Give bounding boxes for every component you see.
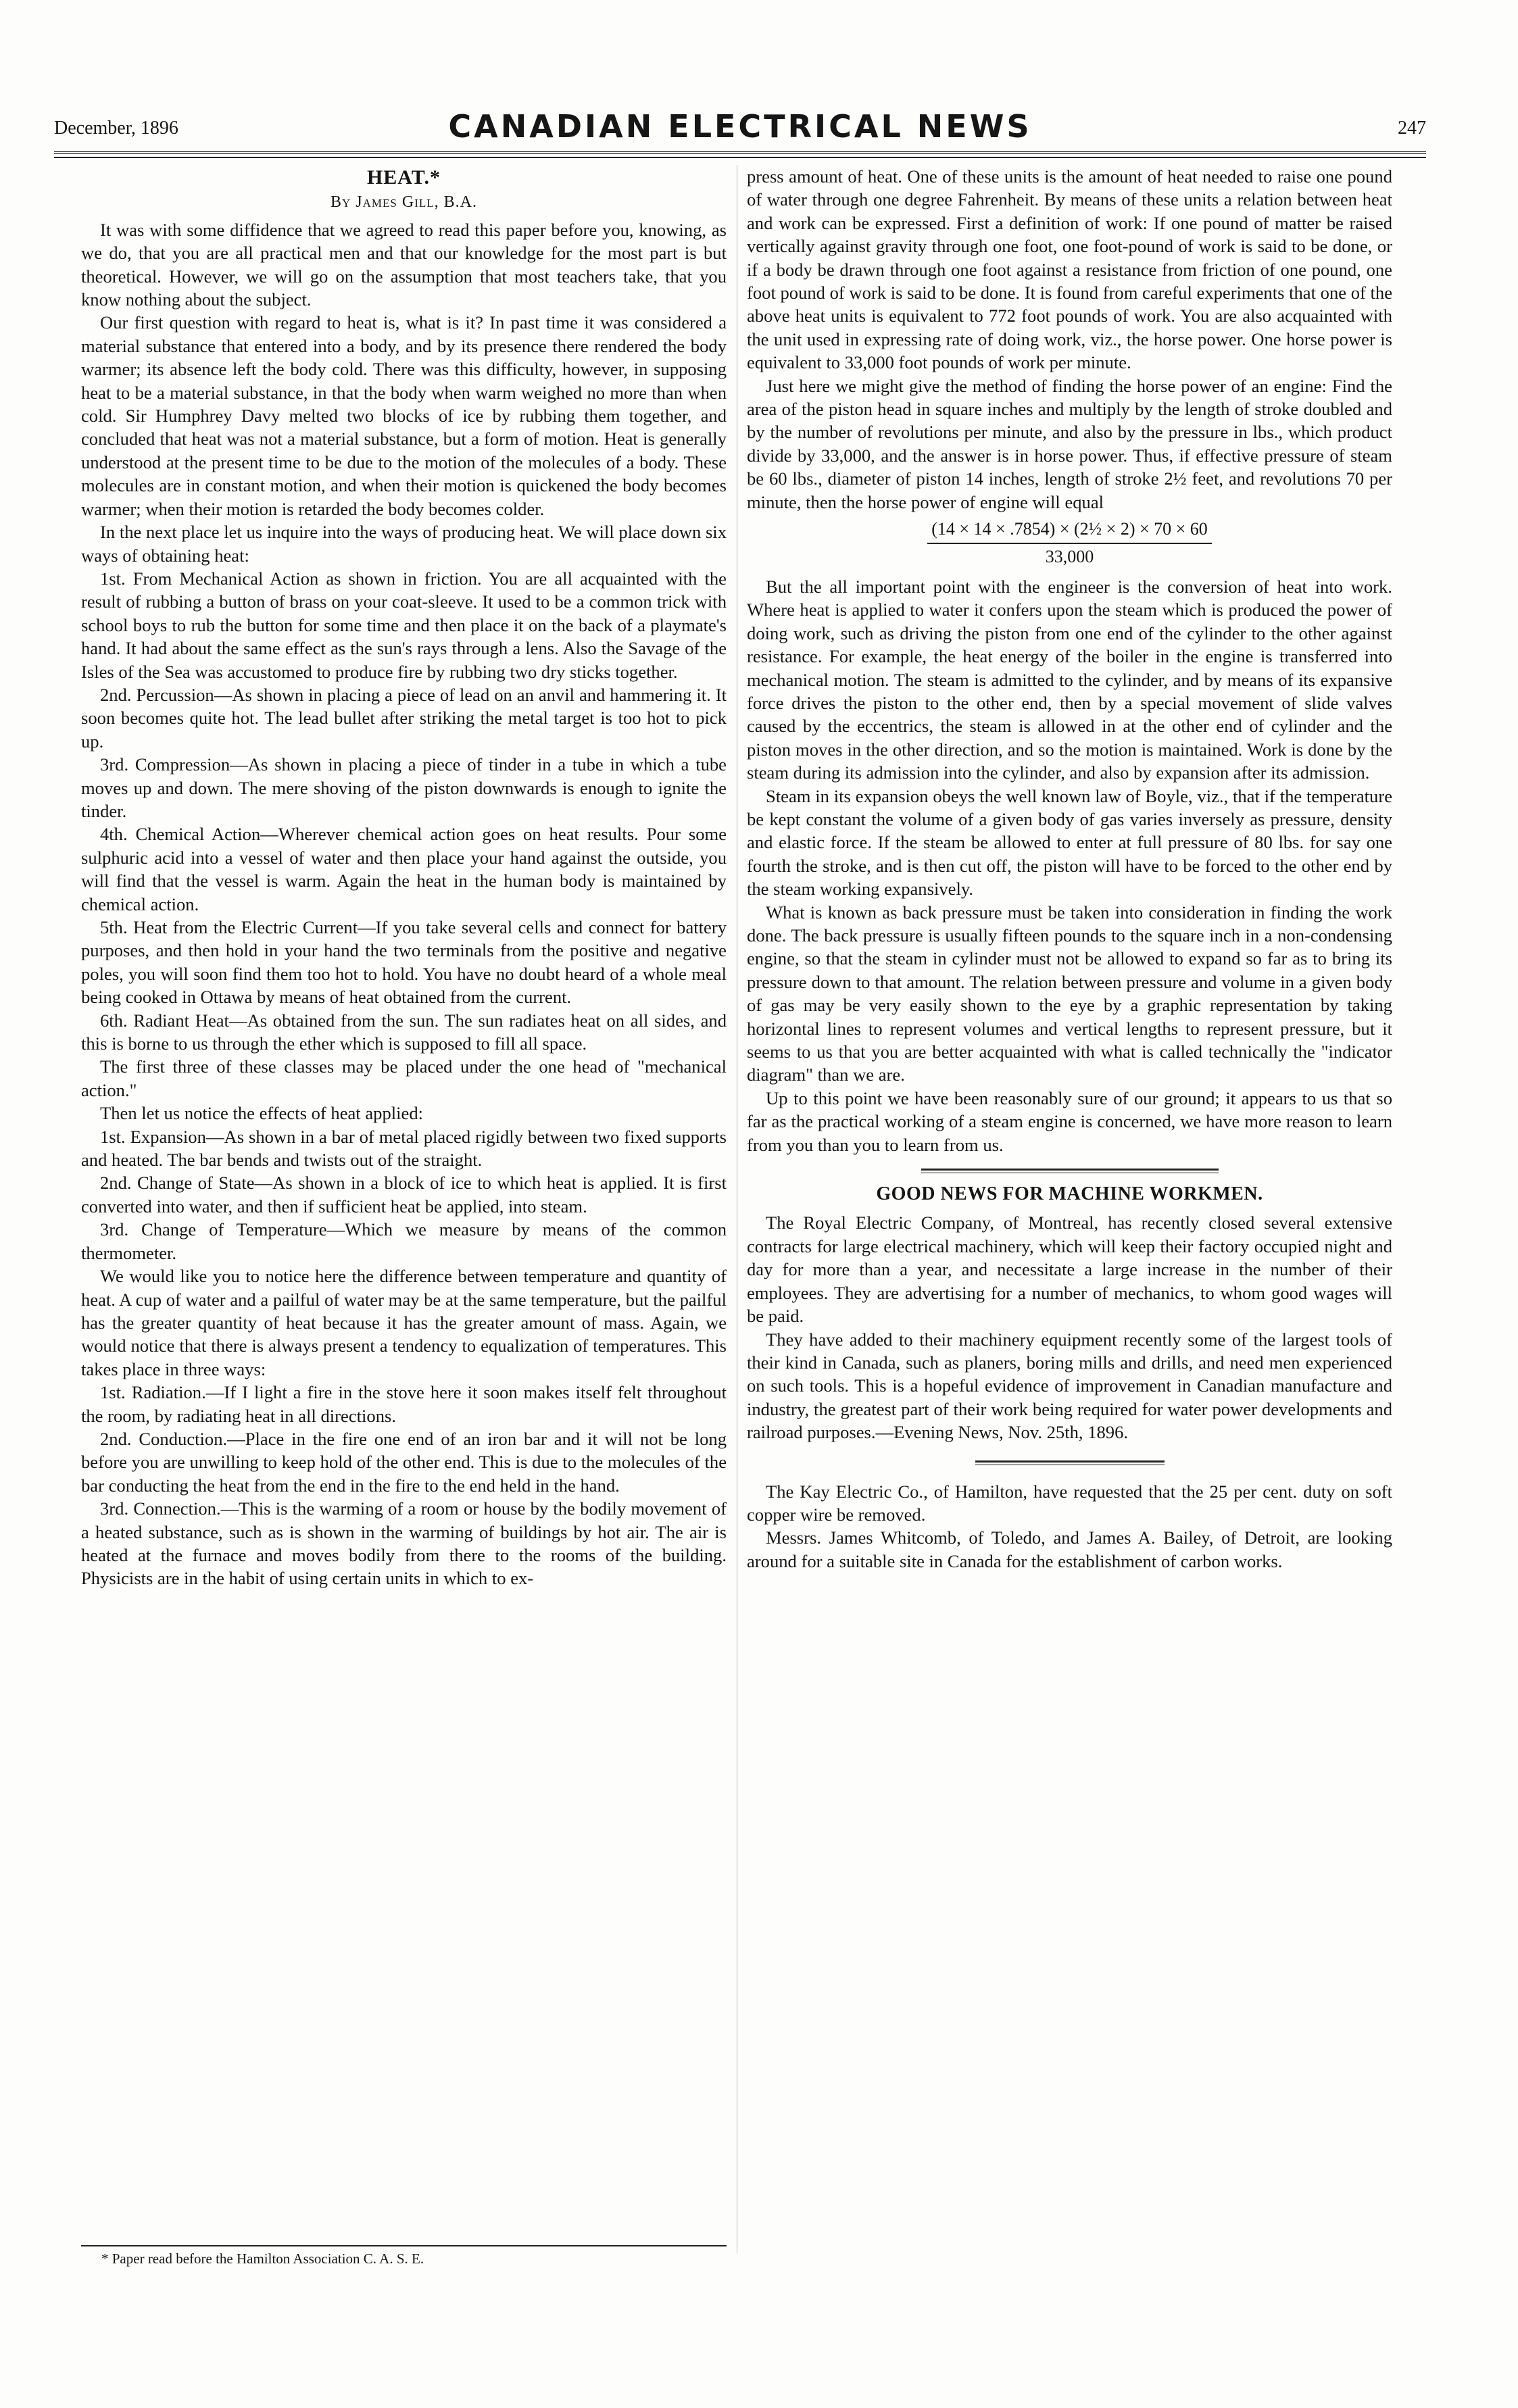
formula-numerator: (14 × 14 × .7854) × (2½ × 2) × 70 × 60 xyxy=(927,518,1212,543)
footnote: * Paper read before the Hamilton Association C. A. S. E. xyxy=(101,2251,424,2267)
left-column xyxy=(81,165,727,2233)
article-paragraph: 2nd. Change of State—As shown in a block of ice to which heat is applied. It is first converted into water, and then if sufficient heat be applied, into steam. xyxy=(81,1173,727,1217)
publication-title: CANADIAN ELECTRICAL NEWS xyxy=(448,108,1032,145)
article-paragraph: 2nd. Percussion—As shown in placing a piece of lead on an anvil and hammering it. It soon becomes quite hot. The lead bullet after striking the metal target is too hot to pick up. xyxy=(81,684,727,752)
article-paragraph: What is known as back pressure must be taken into consideration in finding the work done. The back pressure is usually fifteen pounds to the square inch in a non-condensing engine, so that the steam in cylinder must not be allowed to expand so far as to bring its pressure down to that amount. The relation between pressure and volume in a given body of gas may be very easily shown to the eye by a graphic representation by taking horizontal lines to represent volumes and vertical lengths to represent pressure, but it seems to us that you are better acquainted with what is called technically the "indicator diagram" than we are. xyxy=(747,902,1392,1085)
news-note: The Kay Electric Co., of Hamilton, have requested that the 25 per cent. duty on soft copper wire be removed. xyxy=(747,1481,1392,1525)
section-rule xyxy=(921,1169,1219,1173)
article-paragraph: 3rd. Compression—As shown in placing a piece of tinder in a tube in which a tube moves up and down. The mere shoving of the piston downwards is enough to ignite the tinder. xyxy=(81,754,727,821)
article-paragraph: In the next place let us inquire into the ways of producing heat. We will place down six ways of obtaining heat: xyxy=(81,522,727,566)
article-paragraph: 1st. From Mechanical Action as shown in friction. You are all acquainted with the result of rubbing a button of brass on your coat-sleeve. It used to be a common trick with school boys to rub the button for some time and then place it on the back of a playmate's hand. It had about the same effect as the sun's rays through a lens. Also the Savage of the Isles of the Sea was accustomed to produce fire by rubbing two dry sticks together. xyxy=(81,568,727,682)
article-paragraph: 3rd. Change of Temperature—Which we measure by means of the common thermometer. xyxy=(81,1219,727,1263)
right-column xyxy=(747,165,1392,2267)
article-paragraph: It was with some diffidence that we agreed to read this paper before you, knowing, as we do, that you are all practical men and that our knowledge for the most part is but theoretical. However, we will go on the assumption that most teachers take, that you know nothing about the subject. xyxy=(81,219,727,310)
formula-denominator: 33,000 xyxy=(1045,546,1094,566)
article-paragraph: Our first question with regard to heat is, what is it? In past time it was considered a material substance that entered into a body, and by its presence there rendered the body warmer; its absence left the body cold. There was this difficulty, however, in supposing heat to be a material substance, in that the body when warm weighed no more than when cold. Sir Humphrey Davy melted two blocks of ice by rubbing them together, and concluded that heat was not a material substance, but a form of motion. Heat is generally understood at the present time to be due to the motion of the molecules of a body. These molecules are in constant motion, and when their motion is quickened the body becomes warmer; when their motion is retarded the body becomes colder. xyxy=(81,312,727,519)
article-paragraph: 1st. Expansion—As shown in a bar of metal placed rigidly between two fixed supports and heated. The bar bends and twists out of the straight. xyxy=(81,1126,727,1171)
good-news-paragraph: They have added to their machinery equipment recently some of the largest tools of their kind in Canada, such as planers, boring mills and drills, and need men experienced on such tools. This is a hopeful evidence of improvement in Canadian manufacture and industry, the greatest part of their work being required for water power developments and railroad purposes.—Evening News, Nov. 25th, 1896. xyxy=(747,1329,1392,1443)
good-news-title: GOOD NEWS FOR MACHINE WORKMEN. xyxy=(876,1183,1263,1205)
article-paragraph: Just here we might give the method of finding the horse power of an engine: Find the area of the piston head in square inches and multiply by the length of stroke doubled and by the number of revolutions per minute, and also by the pressure in lbs., which product divide by 33,000, and the answer is in horse power. Thus, if effective pressure of steam be 60 lbs., diameter of piston 14 inches, length of stroke 2½ feet, and revolutions 70 per minute, then the horse power of engine will equal xyxy=(747,375,1392,512)
article-paragraph: We would like you to notice here the difference between temperature and quantity of heat. A cup of water and a pailful of water may be at the same temperature, but the pailful has the greater quantity of heat because it has the greater amount of mass. Again, we would notice that there is always present a tendency to equalization of temperatures. This takes place in three ways: xyxy=(81,1266,727,1379)
article-paragraph: 3rd. Connection.—This is the warming of a room or house by the bodily movement of a heated substance, such as is shown in the warming of buildings by hot air. The air is heated at the furnace and moves bodily from there to the rooms of the building. Physicists are in the habit of using certain units in which to ex- xyxy=(81,1498,727,1589)
article-title: HEAT.* xyxy=(366,166,441,189)
article-paragraph: Then let us notice the effects of heat applied: xyxy=(100,1103,424,1124)
article-paragraph: The first three of these classes may be placed under the one head of "mechanical action." xyxy=(81,1056,727,1100)
masthead-rule xyxy=(54,151,1426,158)
section-rule xyxy=(975,1460,1165,1465)
good-news-paragraph: The Royal Electric Company, of Montreal, has recently closed several extensive contracts for large electrical machinery, which will keep their factory occupied night and day for more than a year, and necessitate a large increase in the number of their employees. They are advertising for a number of mechanics, to whom good wages will be paid. xyxy=(747,1212,1392,1327)
article-paragraph: press amount of heat. One of these units is the amount of heat needed to raise one pound of water through one degree Fahrenheit. By means of these units a relation between heat and work can be expressed. First a definition of work: If one pound of matter be raised vertically against gravity through one foot, one foot-pound of work is said to be done, or if a body be drawn through one foot against a resistance from friction of one pound, one foot pound of work is said to be done. It is found from careful experiments that one of the above heat units is equivalent to 772 foot pounds of work. You are also acquainted with the unit used in expressing rate of doing work, viz., the horse power. One horse power is equivalent to 33,000 foot pounds of work per minute. xyxy=(747,166,1392,373)
article-byline: By James Gill, B.A. xyxy=(330,193,477,212)
horse-power-formula xyxy=(747,518,1392,568)
masthead xyxy=(54,108,1426,149)
article-paragraph: 6th. Radiant Heat—As obtained from the sun. The sun radiates heat on all sides, and this is borne to us through the ether which is supposed to fill all space. xyxy=(81,1010,727,1054)
article-paragraph: Steam in its expansion obeys the well known law of Boyle, viz., that if the temperature be kept constant the volume of a given body of gas varies inversely as pressure, density and elastic force. If the steam be allowed to enter at full pressure of 80 lbs. for say one fourth the stroke, and is then cut off, the piston will have to be forced to the other end by the steam working expansively. xyxy=(747,785,1392,900)
article-paragraph: 5th. Heat from the Electric Current—If you take several cells and connect for battery purposes, and then hold in your hand the two terminals from the positive and negative poles, you will soon find them too hot to hold. You have no doubt heard of a whole meal being cooked in Ottawa by means of heat obtained from the current. xyxy=(81,917,727,1008)
article-paragraph: 1st. Radiation.—If I light a fire in the stove here it soon makes itself felt throughout the room, by radiating heat in all directions. xyxy=(81,1382,727,1426)
article-paragraph: 2nd. Conduction.—Place in the fire one end of an iron bar and it will not be long before you are unwilling to keep hold of the other end. This is due to the molecules of the bar conducting the heat from the end in the fire to the end held in the hand. xyxy=(81,1428,727,1496)
article-paragraph: 4th. Chemical Action—Wherever chemical action goes on heat results. Pour some sulphuric acid into a vessel of water and then place your hand against the outside, you will find that the vessel is warm. Again the heat in the human body is maintained by chemical action. xyxy=(81,824,727,914)
footnote-rule xyxy=(81,2245,727,2246)
news-note: Messrs. James Whitcomb, of Toledo, and James A. Bailey, of Detroit, are looking around for a suitable site in Canada for the establishment of carbon works. xyxy=(747,1527,1392,1571)
article-paragraph: Up to this point we have been reasonably sure of our ground; it appears to us that so far as the practical working of a steam engine is concerned, we have more reason to learn from you than you to learn from us. xyxy=(747,1087,1392,1155)
page-number: 247 xyxy=(1398,118,1426,139)
issue-date: December, 1896 xyxy=(54,118,178,139)
article-paragraph: But the all important point with the engineer is the conversion of heat into work. Where heat is applied to water it confers upon the steam which is produced the power of doing work, such as driving the piston from one end of the cylinder to the other against resistance. For example, the heat energy of the boiler in the engine is transferred into mechanical motion. The steam is admitted to the cylinder, and by means of its expansive force drives the piston to the other end, then by a special movement of slide valves caused by the eccentrics, the steam is allowed in at the other end of cylinder and the piston moves in the other direction, and so the motion is maintained. Work is done by the steam during its admission into the cylinder, and also by expansion after its admission. xyxy=(747,576,1392,783)
